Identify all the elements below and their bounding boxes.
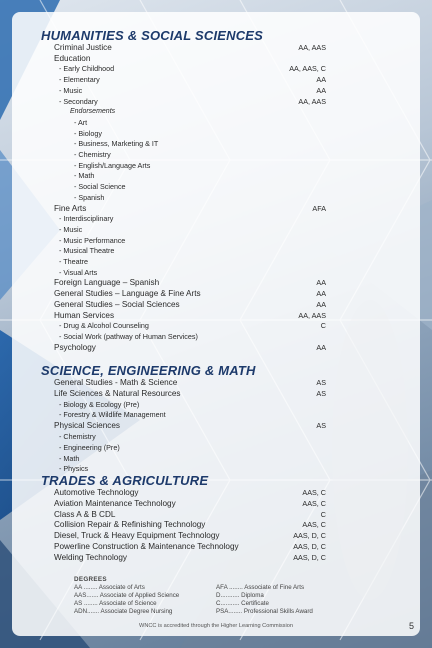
program-name: - Elementary	[59, 75, 100, 85]
program-row	[0, 299, 326, 310]
legend-item: AAS....... Associate of Applied Science	[74, 592, 180, 599]
legend-item: AA ........ Associate of Arts	[74, 584, 145, 591]
legend-item: D........... Diploma	[216, 592, 264, 599]
degree-codes: AA, AAS	[298, 96, 326, 106]
degree-codes: AAS, C	[302, 520, 326, 530]
section-title: SCIENCE, ENGINEERING & MATH	[41, 363, 256, 378]
program-row	[0, 213, 326, 224]
program-name: - Forestry & Wildlife Management	[59, 410, 166, 420]
degree-codes: AA	[316, 85, 326, 95]
program-name: - Interdisciplinary	[59, 214, 114, 224]
program-name: Criminal Justice	[54, 43, 112, 52]
program-row	[0, 310, 326, 321]
program-name: Automotive Technology	[54, 488, 139, 497]
program-name: General Studies – Language & Fine Arts	[54, 289, 201, 299]
program-name: Psychology	[54, 342, 96, 352]
program-row	[0, 117, 326, 128]
program-row	[0, 442, 326, 453]
program-row	[0, 170, 326, 181]
program-row	[0, 235, 326, 246]
degree-codes: AA, AAS, C	[289, 64, 326, 74]
program-name: Education	[54, 53, 91, 63]
program-name: - Biology & Ecology (Pre)	[59, 399, 140, 409]
program-row	[0, 203, 326, 214]
program-name: Life Sciences & Natural Resources	[54, 388, 181, 398]
program-row	[0, 487, 326, 498]
program-name: - Theatre	[59, 257, 89, 266]
program-name: - Biology	[74, 128, 102, 138]
section-title: HUMANITIES & SOCIAL SCIENCES	[41, 28, 264, 43]
program-row	[0, 288, 326, 299]
program-row	[0, 74, 326, 85]
program-row	[0, 420, 326, 431]
program-name: - Musical Theatre	[59, 246, 115, 256]
program-row	[0, 277, 326, 288]
program-row	[0, 106, 326, 117]
program-row	[0, 431, 326, 442]
program-row	[0, 96, 326, 107]
program-name: - Music	[59, 85, 83, 95]
program-name: Class A & B CDL	[54, 509, 116, 519]
program-row	[0, 377, 326, 388]
legend-item: PSA........ Professional Skills Award	[216, 608, 313, 615]
degree-codes: AA	[316, 278, 326, 288]
degree-codes: AA	[316, 289, 326, 299]
program-row	[0, 128, 326, 139]
page-number: 5	[408, 621, 414, 631]
section-title: TRADES & AGRICULTURE	[41, 473, 209, 488]
degree-codes: AA, AAS	[298, 310, 326, 320]
program-name: - Business, Marketing & IT	[74, 139, 159, 149]
degree-codes: AAS, C	[302, 488, 326, 497]
program-name: - Music Performance	[59, 235, 126, 245]
program-name: - English/Language Arts	[74, 160, 151, 170]
program-row	[0, 409, 326, 420]
program-name: - Math	[74, 171, 95, 181]
program-row	[0, 149, 326, 160]
degree-codes: AAS, D, C	[293, 542, 326, 551]
program-name: - Chemistry	[59, 432, 96, 441]
degree-codes: AAS, D, C	[293, 531, 326, 541]
program-name: Physical Sciences	[54, 421, 120, 431]
program-name: - Social Work (pathway of Human Services)	[59, 331, 198, 341]
program-name: Diesel, Truck & Heavy Equipment Technology	[54, 531, 220, 541]
program-row	[0, 541, 326, 552]
program-name: - Social Science	[74, 182, 126, 192]
degree-codes: AA	[316, 342, 326, 352]
program-name: Aviation Maintenance Technology	[54, 498, 176, 508]
program-name: Endorsements	[70, 108, 116, 116]
program-name: - Visual Arts	[59, 267, 98, 277]
degree-codes: AFA	[312, 203, 326, 213]
program-name: - Spanish	[74, 192, 105, 202]
degree-codes: C	[320, 509, 326, 519]
legend-title: DEGREES	[74, 576, 107, 583]
program-name: Foreign Language – Spanish	[54, 278, 160, 288]
program-name: Fine Arts	[54, 203, 87, 213]
program-name: - Math	[59, 453, 80, 463]
degree-codes: AAS, C	[302, 498, 326, 508]
program-row	[0, 320, 326, 331]
degree-codes: AA	[316, 299, 326, 309]
program-row	[0, 160, 326, 171]
program-row	[0, 138, 326, 149]
program-row	[0, 267, 326, 278]
program-name: - Secondary	[59, 96, 98, 106]
program-row	[0, 388, 326, 399]
program-row	[0, 552, 326, 563]
degree-legend	[74, 576, 334, 615]
program-row	[0, 192, 326, 203]
program-name: - Chemistry	[74, 150, 111, 159]
program-row	[0, 85, 326, 96]
program-row	[0, 181, 326, 192]
program-name: Welding Technology	[54, 552, 127, 562]
program-row	[0, 224, 326, 235]
degree-codes: AS	[316, 421, 326, 431]
program-name: - Engineering (Pre)	[59, 442, 120, 452]
program-name: - Physics	[59, 464, 89, 474]
program-name: Collision Repair & Refinishing Technology	[54, 520, 206, 530]
program-row	[0, 399, 326, 410]
program-name: - Music	[59, 224, 83, 234]
program-row	[0, 245, 326, 256]
program-row	[0, 509, 326, 520]
program-row	[0, 453, 326, 464]
degree-codes: AA	[316, 75, 326, 85]
program-name: General Studies – Social Sciences	[54, 299, 180, 309]
legend-item: C........... Certificate	[216, 600, 269, 607]
degree-codes: AA, AAS	[298, 43, 326, 52]
program-name: - Early Childhood	[59, 64, 115, 74]
degree-codes: AS	[316, 378, 326, 387]
program-name: - Art	[74, 117, 88, 127]
program-name: General Studies - Math & Science	[54, 378, 178, 387]
program-row	[0, 498, 326, 509]
legend-item: AS ........ Associate of Science	[74, 600, 157, 607]
accreditation-footer: WNCC is accredited through the Higher Learning Commission	[139, 623, 293, 629]
program-name: - Drug & Alcohol Counseling	[59, 321, 149, 331]
legend-item: AFA ........ Associate of Fine Arts	[216, 584, 305, 591]
program-row	[0, 342, 326, 353]
program-row	[0, 256, 326, 267]
program-row	[0, 519, 326, 530]
program-row	[0, 530, 326, 541]
program-name: Human Services	[54, 310, 115, 320]
degree-codes: AAS, D, C	[293, 552, 326, 562]
program-name: Powerline Construction & Maintenance Technology	[54, 542, 239, 551]
degree-codes: C	[320, 321, 326, 331]
program-row	[0, 53, 326, 64]
program-row	[0, 42, 326, 53]
legend-item: ADN....... Associate Degree Nursing	[74, 608, 173, 615]
program-row	[0, 331, 326, 342]
program-row	[0, 63, 326, 74]
degree-codes: AS	[316, 388, 326, 398]
